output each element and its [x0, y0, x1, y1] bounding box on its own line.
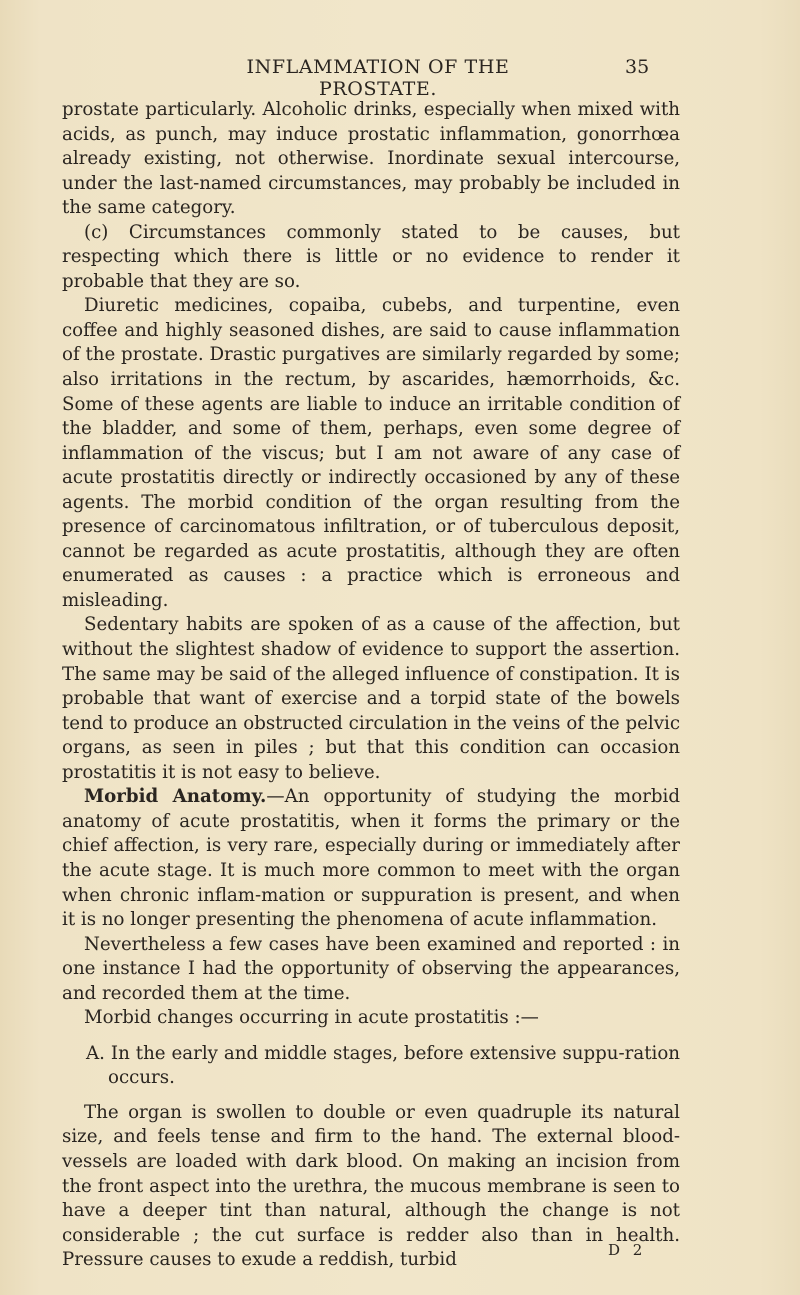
paragraph: Nevertheless a few cases have been examined and reported : in one instance I had the opportunity of observing the appearances, and recorded them at the time. [62, 933, 680, 1004]
paragraph: Diuretic medicines, copaiba, cubebs, and turpentine, even coffee and highly seasoned dishes, are said to cause inflammation of the prostate. Drastic purgatives are similarly regarded by some; also irritations in the rectum, by ascarides, hæmorrhoids, &c. Some of these agents are liable to induce an irritable condition of the bladder, and some of them, perhaps, even some degree of inflammation of the viscus; but I am not aware of any case of acute prostatitis directly or indirectly occasioned by any of these agents. The morbid condition of the organ resulting from the presence of carcinomatous infiltration, or of tuberculous deposit, cannot be regarded as acute prostatitis, although they are often enumerated as causes : a practice which is erroneous and misleading. [62, 295, 680, 611]
paragraph: The organ is swollen to double or even quadruple its natural size, and feels tense and firm to the hand. The external blood-vessels are loaded with dark blood. On making an incision from the front aspect into the urethra, the mucous membrane is seen to have a deeper tint than natural, although the change is not considerable ; the cut surface is redder also than in health. Pressure causes to exude a reddish, turbid [62, 1101, 680, 1271]
section-heading: Morbid Anatomy. [84, 786, 267, 808]
paragraph-text: —An opportunity of studying the morbid anatomy of acute prostatitis, when it forms the primary or the chief affection, is very rare, especially during or immediately after the acute stage. It is much more common to meet with the organ when chronic inflam-mation or suppuration is present, and when it is no longer presenting the phenomena of acute inflammation. [62, 786, 680, 931]
paragraph: Sedentary habits are spoken of as a cause of the affection, but without the slightest shadow of evidence to support the assertion. The same may be said of the alleged influence of constipation. It is probable that want of exercise and a torpid state of the bowels tend to produce an obstructed circulation in the veins of the pelvic organs, as seen in piles ; but that this condition can occasion prostatitis it is not easy to believe. [62, 614, 680, 783]
paragraph: Morbid changes occurring in acute prostatitis :— [84, 1007, 539, 1029]
running-header [0, 56, 800, 100]
signature-mark: D 2 [608, 1241, 647, 1259]
paragraph: (c) Circumstances commonly stated to be causes, but respecting which there is little or no evidence to render it probable that they are so. [62, 221, 680, 292]
paragraph [62, 785, 680, 932]
page-number: 35 [625, 56, 650, 78]
running-title: INFLAMMATION OF THE PROSTATE. [246, 56, 510, 100]
page-body [62, 98, 680, 1273]
list-item: A. In the early and middle stages, before extensive suppu-ration occurs. [86, 1042, 680, 1089]
paragraph: prostate particularly. Alcoholic drinks, especially when mixed with acids, as punch, may induce prostatic inflammation, gonorrhœa already existing, not otherwise. Inordinate sexual intercourse, under the last-named circumstances, may probably be included in the same category. [62, 99, 680, 219]
